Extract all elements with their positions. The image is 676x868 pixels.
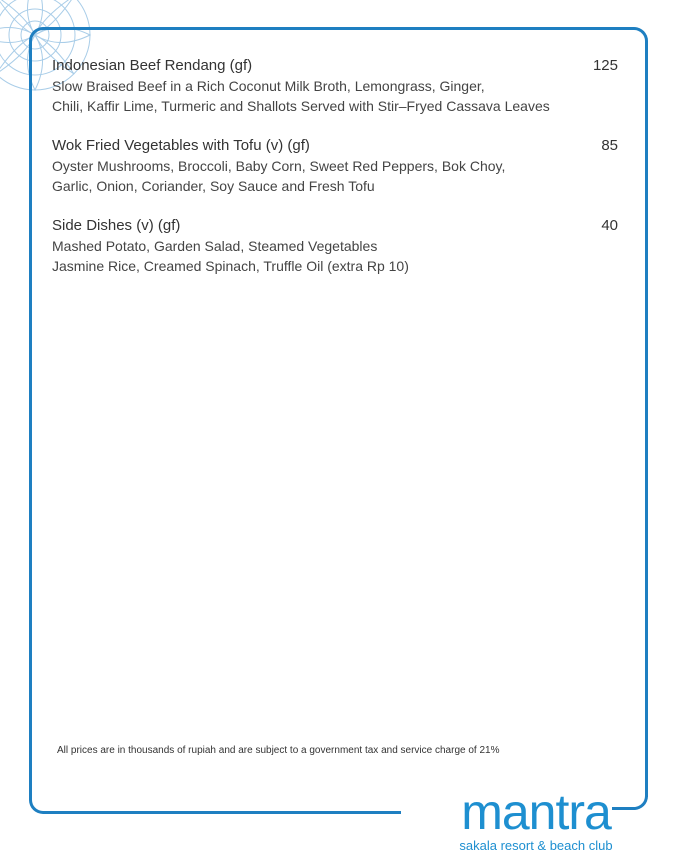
menu-item — [52, 56, 618, 116]
menu-item-header — [52, 136, 618, 156]
price-footnote: All prices are in thousands of rupiah and are subject to a government tax and service charge of 21% — [57, 745, 500, 756]
menu-item-name: Indonesian Beef Rendang (gf) — [52, 57, 253, 74]
menu-item-description-line: Chili, Kaffir Lime, Turmeric and Shallots Served with Stir–Fryed Cassava Leaves — [52, 98, 550, 114]
menu-item — [52, 216, 618, 276]
frame-border-bottom-right — [612, 790, 648, 810]
logo-tagline: sakala resort & beach club — [459, 838, 613, 853]
menu-item-header — [52, 216, 618, 236]
menu-item-description-line: Slow Braised Beef in a Rich Coconut Milk Broth, Lemongrass, Ginger, — [52, 78, 485, 94]
menu-item — [52, 136, 618, 196]
menu-list — [52, 56, 618, 296]
menu-item-header — [52, 56, 618, 76]
menu-item-description-line: Mashed Potato, Garden Salad, Steamed Vegetables — [52, 238, 378, 254]
brand-logo — [456, 786, 616, 854]
menu-item-price: 125 — [592, 57, 618, 74]
frame-accent-right — [645, 195, 648, 295]
menu-item-name: Side Dishes (v) (gf) — [52, 217, 181, 234]
logo-wordmark: mantra — [461, 784, 611, 840]
frame-accent-left — [29, 195, 32, 295]
menu-item-description-line: Jasmine Rice, Creamed Spinach, Truffle Oil (extra Rp 10) — [52, 258, 409, 274]
menu-item-description-line: Garlic, Onion, Coriander, Soy Sauce and Fresh Tofu — [52, 178, 375, 194]
menu-item-price: 85 — [601, 137, 618, 154]
menu-item-description-line: Oyster Mushrooms, Broccoli, Baby Corn, Sweet Red Peppers, Bok Choy, — [52, 158, 506, 174]
menu-item-name: Wok Fried Vegetables with Tofu (v) (gf) — [52, 137, 310, 154]
menu-item-price: 40 — [601, 217, 618, 234]
